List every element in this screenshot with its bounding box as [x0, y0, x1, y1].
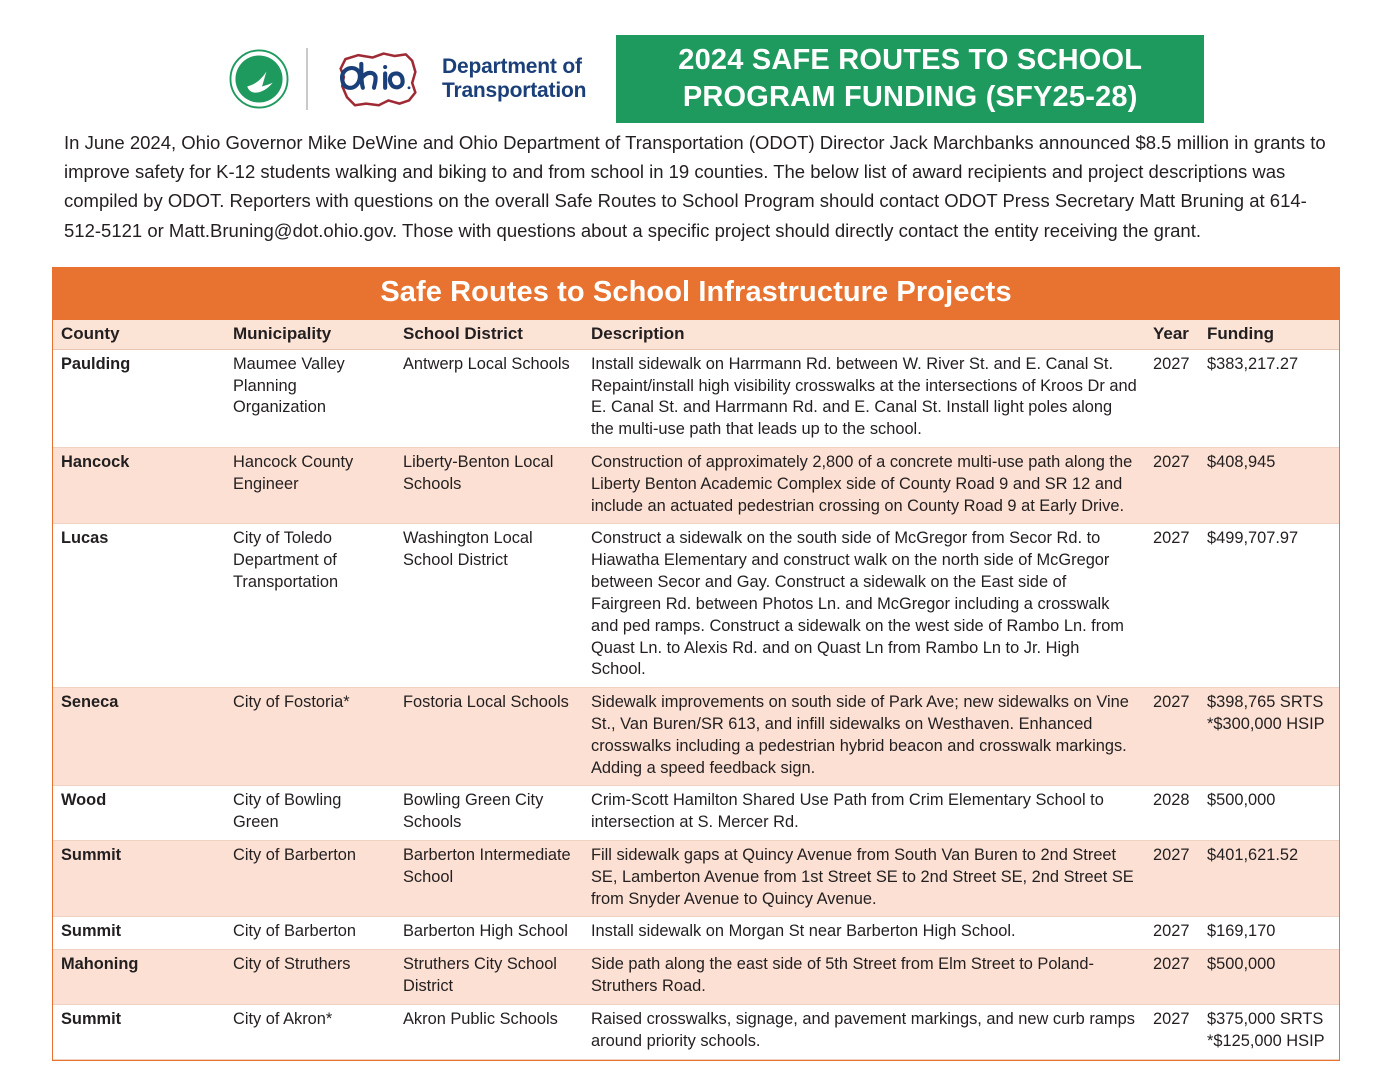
- cell-description: Construction of approximately 2,800 of a concrete multi-use path along the Liberty Benton Academic Complex side of County Road 9 and SR 12 and include an actuated pedestrian crossing on County Road 9 at Early Drive.: [583, 448, 1145, 524]
- cell-year: 2027: [1145, 524, 1199, 688]
- cell-district: Fostoria Local Schools: [395, 688, 583, 786]
- cell-county: Mahoning: [53, 950, 225, 1005]
- cell-municipality: City of Barberton: [225, 917, 395, 950]
- column-header-school-district: School District: [395, 320, 583, 350]
- title-banner: [616, 35, 1204, 123]
- column-header-funding: Funding: [1199, 320, 1339, 350]
- cell-district: Bowling Green City Schools: [395, 786, 583, 841]
- cell-county: Lucas: [53, 524, 225, 688]
- cell-year: 2027: [1145, 688, 1199, 786]
- table-row: [53, 950, 1339, 1005]
- cell-description: Install sidewalk on Harrmann Rd. between W. River St. and E. Canal St. Repaint/install high visibility crosswalks at the intersections of Kroos Dr and E. Canal St. and Harrmann Rd. and E. Canal St. Install light poles along the multi-use path that leads up to the school.: [583, 349, 1145, 447]
- cell-county: Summit: [53, 841, 225, 917]
- table-row: [53, 524, 1339, 688]
- cell-funding: $500,000: [1199, 950, 1339, 1005]
- cell-funding: $401,621.52: [1199, 841, 1339, 917]
- cell-county: Wood: [53, 786, 225, 841]
- cell-funding: $375,000 SRTS *$125,000 HSIP: [1199, 1004, 1339, 1059]
- cell-municipality: City of Akron*: [225, 1004, 395, 1059]
- cell-county: Hancock: [53, 448, 225, 524]
- intro-paragraph: In June 2024, Ohio Governor Mike DeWine and Ohio Department of Transportation (ODOT) Director Jack Marchbanks announced $8.5 million in grants to improve safety for K-12 students walking and biking to and from school in 19 counties. The below list of award recipients and project descriptions was compiled by ODOT. Reporters with questions on the overall Safe Routes to School Program should contact ODOT Press Secretary Matt Bruning at 614-512-5121 or Matt.Bruning@dot.ohio.gov. Those with questions about a specific project should directly contact the entity receiving the grant.: [64, 132, 1326, 241]
- column-header-description: Description: [583, 320, 1145, 350]
- cell-year: 2028: [1145, 786, 1199, 841]
- cell-funding: $500,000: [1199, 786, 1339, 841]
- table-header-row: [53, 320, 1339, 350]
- cell-municipality: City of Toledo Department of Transportation: [225, 524, 395, 688]
- cell-municipality: Maumee Valley Planning Organization: [225, 349, 395, 447]
- department-name: [442, 55, 586, 102]
- cell-funding: $169,170: [1199, 917, 1339, 950]
- cell-county: Summit: [53, 1004, 225, 1059]
- cell-district: Barberton High School: [395, 917, 583, 950]
- logo-divider: [306, 48, 308, 110]
- cell-municipality: City of Bowling Green: [225, 786, 395, 841]
- cell-description: Raised crosswalks, signage, and pavement markings, and new curb ramps around priority schools.: [583, 1004, 1145, 1059]
- column-header-county: County: [53, 320, 225, 350]
- cell-municipality: City of Barberton: [225, 841, 395, 917]
- cell-year: 2027: [1145, 917, 1199, 950]
- cell-municipality: Hancock County Engineer: [225, 448, 395, 524]
- cell-county: Seneca: [53, 688, 225, 786]
- table-title: Safe Routes to School Infrastructure Projects: [53, 268, 1339, 320]
- cell-description: Crim-Scott Hamilton Shared Use Path from Crim Elementary School to intersection at S. Mercer Rd.: [583, 786, 1145, 841]
- cell-district: Antwerp Local Schools: [395, 349, 583, 447]
- column-header-year: Year: [1145, 320, 1199, 350]
- cell-description: Construct a sidewalk on the south side of McGregor from Secor Rd. to Hiawatha Elementary and construct walk on the north side of McGregor between Secor and Gay. Construct a sidewalk on the East side of Fairgreen Rd. between Photos Ln. and McGregor including a crosswalk and ped ramps. Construct a sidewalk on the west side of Rambo Ln. from Quast Ln. to Alexis Rd. and on Quast Ln from Rambo Ln to Jr. High School.: [583, 524, 1145, 688]
- cell-district: Liberty-Benton Local Schools: [395, 448, 583, 524]
- cell-description: Side path along the east side of 5th Street from Elm Street to Poland-Struthers Road.: [583, 950, 1145, 1005]
- cell-funding: $398,765 SRTS *$300,000 HSIP: [1199, 688, 1339, 786]
- title-banner-line-1: 2024 SAFE ROUTES TO SCHOOL: [678, 43, 1143, 76]
- grants-table: [53, 320, 1339, 1060]
- cell-year: 2027: [1145, 841, 1199, 917]
- cell-funding: $499,707.97: [1199, 524, 1339, 688]
- grants-table-container: [52, 267, 1340, 1061]
- cell-district: Barberton Intermediate School: [395, 841, 583, 917]
- ohio-script-logo-icon: [326, 48, 430, 110]
- department-line-1: Department of: [442, 55, 582, 79]
- table-row: [53, 349, 1339, 447]
- table-row: [53, 1004, 1339, 1059]
- cell-district: Akron Public Schools: [395, 1004, 583, 1059]
- title-banner-line-2: PROGRAM FUNDING (SFY25-28): [682, 81, 1138, 113]
- cell-year: 2027: [1145, 950, 1199, 1005]
- cell-year: 2027: [1145, 448, 1199, 524]
- table-row: [53, 841, 1339, 917]
- table-body: [53, 349, 1339, 1059]
- department-line-2: Transportation: [442, 79, 587, 102]
- cell-county: Paulding: [53, 349, 225, 447]
- cell-district: Struthers City School District: [395, 950, 583, 1005]
- cell-county: Summit: [53, 917, 225, 950]
- cell-description: Fill sidewalk gaps at Quincy Avenue from South Van Buren to 2nd Street SE, Lamberton Avenue from 1st Street SE to 2nd Street SE, 2nd Street SE from Snyder Avenue to Quincy Avenue.: [583, 841, 1145, 917]
- odot-bird-mark-icon: [228, 48, 290, 110]
- cell-funding: $408,945: [1199, 448, 1339, 524]
- cell-description: Install sidewalk on Morgan St near Barberton High School.: [583, 917, 1145, 950]
- column-header-municipality: Municipality: [225, 320, 395, 350]
- cell-funding: $383,217.27: [1199, 349, 1339, 447]
- table-row: [53, 786, 1339, 841]
- table-row: [53, 917, 1339, 950]
- table-row: [53, 448, 1339, 524]
- cell-municipality: City of Struthers: [225, 950, 395, 1005]
- cell-district: Washington Local School District: [395, 524, 583, 688]
- cell-description: Sidewalk improvements on south side of Park Ave; new sidewalks on Vine St., Van Buren/SR 613, and infill sidewalks on Westhaven. Enhanced crosswalks including a pedestrian hybrid beacon and crosswalk markings. Adding a speed feedback sign.: [583, 688, 1145, 786]
- document-header: [0, 0, 1396, 113]
- cell-municipality: City of Fostoria*: [225, 688, 395, 786]
- cell-year: 2027: [1145, 349, 1199, 447]
- table-row: [53, 688, 1339, 786]
- cell-year: 2027: [1145, 1004, 1199, 1059]
- table-head: [53, 320, 1339, 350]
- odot-logo-block: [228, 33, 586, 125]
